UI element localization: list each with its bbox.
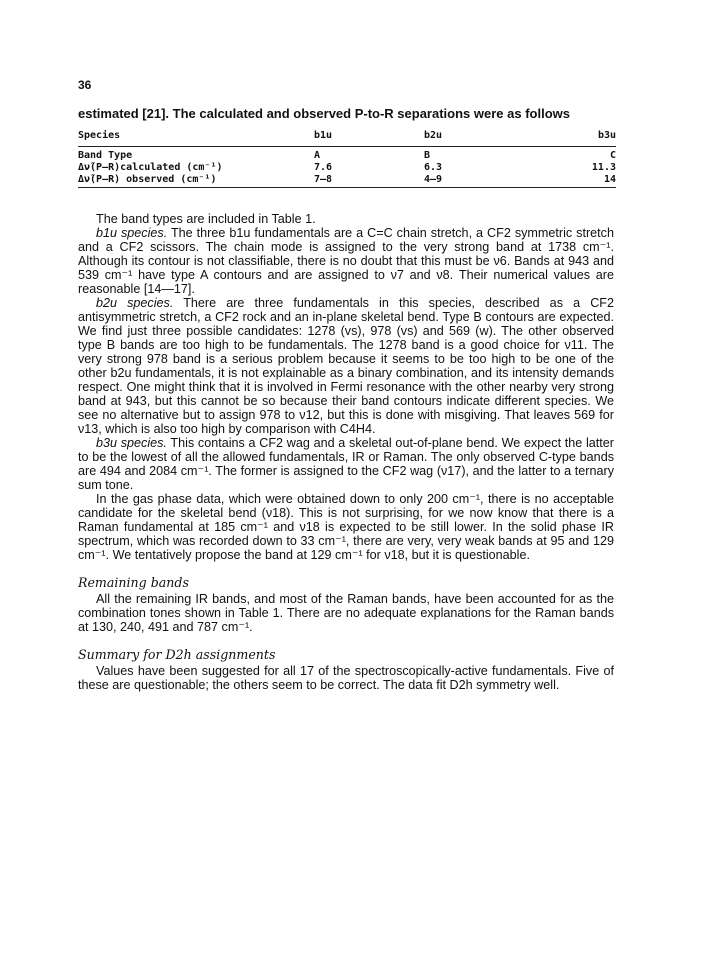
table-rule xyxy=(78,187,616,188)
pr-separation-table xyxy=(78,126,616,190)
table-cell: Band Type xyxy=(78,149,133,161)
table-cell: Δν̃(P—R) observed (cm⁻¹) xyxy=(78,173,217,185)
section-heading: Remaining bands xyxy=(78,575,189,590)
page-number: 36 xyxy=(78,78,92,92)
paragraph-text: The three b1u fundamentals are a C=C chain stretch, a CF2 symmetric stretch and a CF2 scissors. The chain mode is assigned to the very strong band at 1738 cm⁻¹. Although its contour is not classifiable, there is no doubt that this must be ν6. Bands at 943 and 539 cm⁻¹ have type A contours and are assigned to ν7 and ν8. Their numerical values are reasonable [14—17]. xyxy=(78,226,614,296)
table-cell: 6.3 xyxy=(424,161,443,173)
paragraph xyxy=(78,296,614,436)
table-cell: 14 xyxy=(603,173,616,185)
species-label: b3u species. xyxy=(96,436,167,450)
body-text xyxy=(78,212,614,692)
paragraph: Values have been suggested for all 17 of the spectroscopically-active fundamentals. Five of these are questionable; the others seem to be correct. The data fit D2h symmetry well. xyxy=(78,664,614,692)
table-cell: 7—8 xyxy=(314,173,333,185)
table-cell: 4—9 xyxy=(424,173,443,185)
table-cell: A xyxy=(314,149,321,161)
paragraph: In the gas phase data, which were obtained down to only 200 cm⁻¹, there is no acceptable candidate for the skeletal bend (ν18). This is not surprising, for we now know that there is a Raman fundamental at 185 cm⁻¹ and ν18 is expected to be still lower. In the solid phase IR spectrum, which was recorded down to 33 cm⁻¹, there are very, very weak bands at 95 and 129 cm⁻¹. We tentatively propose the band at 129 cm⁻¹ for ν18, but it is questionable. xyxy=(78,492,614,562)
species-label: b2u species. xyxy=(96,296,174,310)
table-header-cell: b2u xyxy=(424,129,443,141)
table-cell: 11.3 xyxy=(591,161,616,173)
paragraph xyxy=(78,436,614,492)
table-cell: B xyxy=(424,149,431,161)
table-cell: Δν̃(P—R)calculated (cm⁻¹) xyxy=(78,161,223,173)
table-header-cell: b3u xyxy=(597,129,616,141)
paragraph: The band types are included in Table 1. xyxy=(96,212,316,226)
table-cell: 7.6 xyxy=(314,161,333,173)
table-header-row xyxy=(78,126,616,144)
paragraph-text: There are three fundamentals in this species, described as a CF2 antisymmetric stretch, a CF2 rock and an in-plane skeletal bend. Type B contours are expected. We find just three possible candidates: 1278 (vs), 978 (vs) and 569 (w). The other observed type B bands are too high to be fundamentals. The 1278 band is a good choice for ν11. The very strong 978 band is a serious problem because it seems to be too high to be one of the other b2u fundamentals, it is not explainable as a binary combination, and its intensity demands respect. One might think that it is involved in Fermi resonance with the other nearby very strong band at 943, but this cannot be so because their band contours indicate different species. We see no alternative but to assign 978 to ν12, but this is done with misgiving. That leaves 569 for ν13, which is also too high by comparison with C4H4. xyxy=(78,296,614,436)
table-cell: C xyxy=(609,149,616,161)
lead-sentence: estimated [21]. The calculated and observed P-to-R separations were as follows xyxy=(78,106,570,121)
table-row xyxy=(78,149,616,161)
table-row xyxy=(78,173,616,185)
paragraph xyxy=(78,226,614,296)
table-row xyxy=(78,161,616,173)
paragraph-text: This contains a CF2 wag and a skeletal out-of-plane bend. We expect the latter to be the lowest of all the allowed fundamentals, IR or Raman. The only observed C-type bands are 494 and 2084 cm⁻¹. The former is assigned to the CF2 wag (ν17), and the latter to a ternary sum tone. xyxy=(78,436,614,492)
table-header-cell: Species xyxy=(78,129,121,141)
paragraph: All the remaining IR bands, and most of the Raman bands, have been accounted for as the combination tones shown in Table 1. There are no adequate explanations for the Raman bands at 130, 240, 491 and 787 cm⁻¹. xyxy=(78,592,614,634)
table-header-cell: b1u xyxy=(314,129,333,141)
species-label: b1u species. xyxy=(96,226,168,240)
section-heading: Summary for D2h assignments xyxy=(78,647,276,662)
table-rule xyxy=(78,146,616,147)
